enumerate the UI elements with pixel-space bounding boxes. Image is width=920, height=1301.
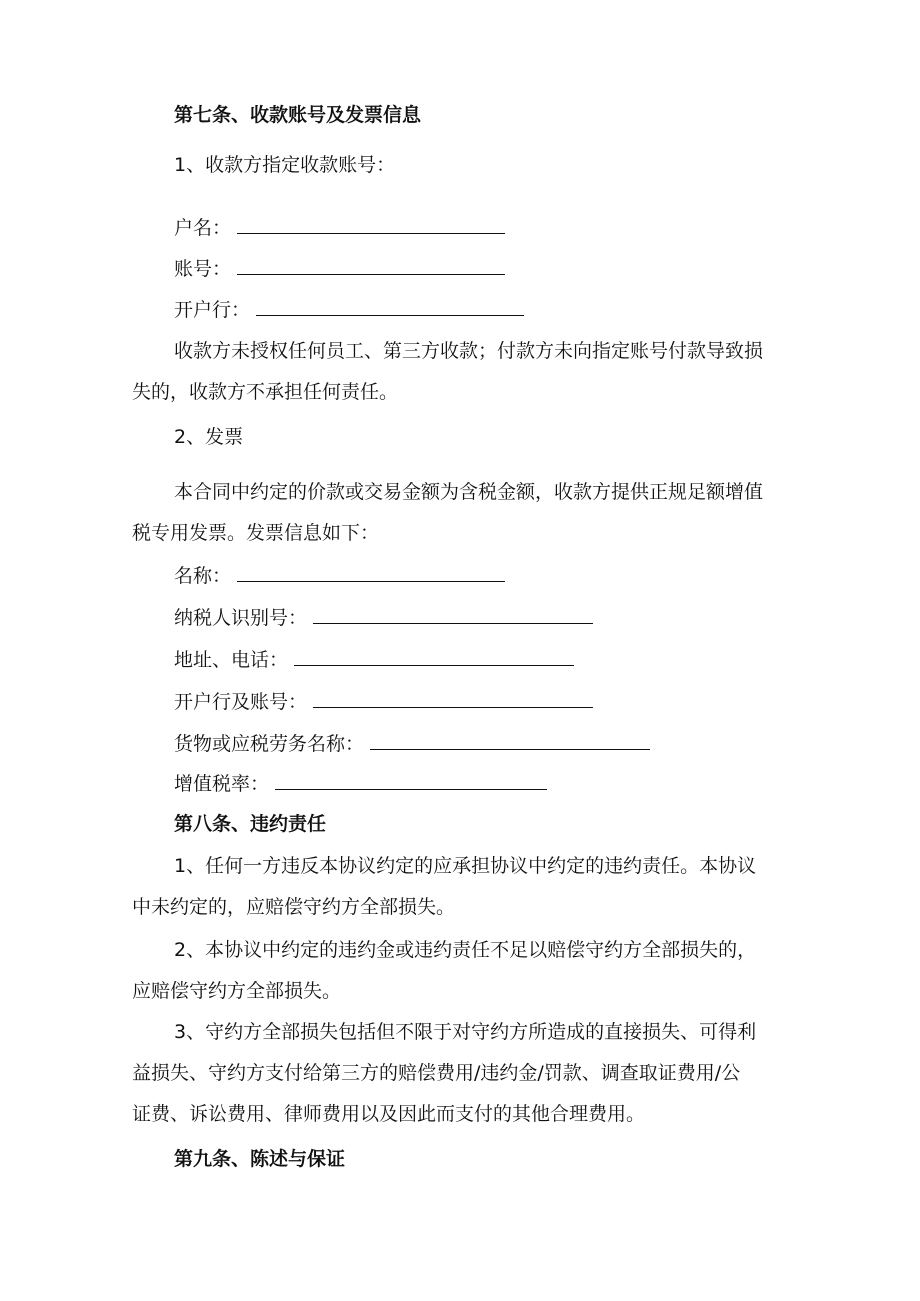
note-line-2: 失的，收款方不承担任何责任。 (132, 381, 399, 403)
article8-p2-line-1: 2、本协议中约定的违约金或违约责任不足以赔偿守约方全部损失的， (174, 939, 757, 961)
article8-p1-line-1: 1、任何一方违反本协议约定的应承担协议中约定的违约责任。本协议 (174, 855, 757, 877)
article8-p3-line-2: 益损失、守约方支付给第三方的赔偿费用/违约金/罚款、调查取证费用/公 (132, 1062, 741, 1084)
address-phone-field (174, 647, 574, 671)
account-no-field (174, 256, 505, 280)
taxpayer-id-field (174, 605, 593, 629)
goods-name-field (174, 731, 650, 755)
invoice-name-label: 名称： (174, 565, 232, 587)
invoice-line-2: 税专用发票。发票信息如下： (132, 522, 380, 544)
bank-account-field (174, 689, 593, 713)
article9-heading: 第九条、陈述与保证 (174, 1148, 346, 1170)
invoice-line-1: 本合同中约定的价款或交易金额为含税金额，收款方提供正规足额增值 (174, 481, 764, 503)
article8-heading: 第八条、违约责任 (174, 813, 327, 835)
vat-rate-label: 增值税率： (174, 773, 270, 795)
goods-name-blank (370, 731, 650, 750)
account-no-label: 账号： (174, 258, 232, 280)
article8-p3-line-1: 3、守约方全部损失包括但不限于对守约方所造成的直接损失、可得利 (174, 1021, 757, 1043)
article8-p1-line-2: 中未约定的，应赔偿守约方全部损失。 (132, 896, 456, 918)
account-name-label: 户名： (174, 217, 232, 239)
bank-account-label: 开户行及账号： (174, 691, 308, 713)
address-phone-blank (294, 647, 574, 666)
goods-name-label: 货物或应税劳务名称： (174, 733, 365, 755)
article7-item1-title: 1、收款方指定收款账号： (174, 154, 396, 176)
address-phone-label: 地址、电话： (174, 649, 289, 671)
account-name-blank (237, 215, 505, 234)
taxpayer-id-label: 纳税人识别号： (174, 607, 308, 629)
invoice-name-field (174, 563, 505, 587)
article7-item2-title: 2、发票 (174, 426, 244, 448)
account-no-blank (237, 256, 505, 275)
article7-heading: 第七条、收款账号及发票信息 (174, 104, 422, 126)
note-line-1: 收款方未授权任何员工、第三方收款；付款方未向指定账号付款导致损 (174, 340, 764, 362)
article8-p2-line-2: 应赔偿守约方全部损失。 (132, 980, 342, 1002)
bank-account-blank (313, 689, 593, 708)
invoice-name-blank (237, 563, 505, 582)
taxpayer-id-blank (313, 605, 593, 624)
bank-label: 开户行： (174, 299, 251, 321)
vat-rate-blank (275, 771, 547, 790)
article8-p3-line-3: 证费、诉讼费用、律师费用以及因此而支付的其他合理费用。 (132, 1103, 646, 1125)
bank-blank (256, 297, 524, 316)
vat-rate-field (174, 771, 547, 795)
bank-field (174, 297, 524, 321)
account-name-field (174, 215, 505, 239)
